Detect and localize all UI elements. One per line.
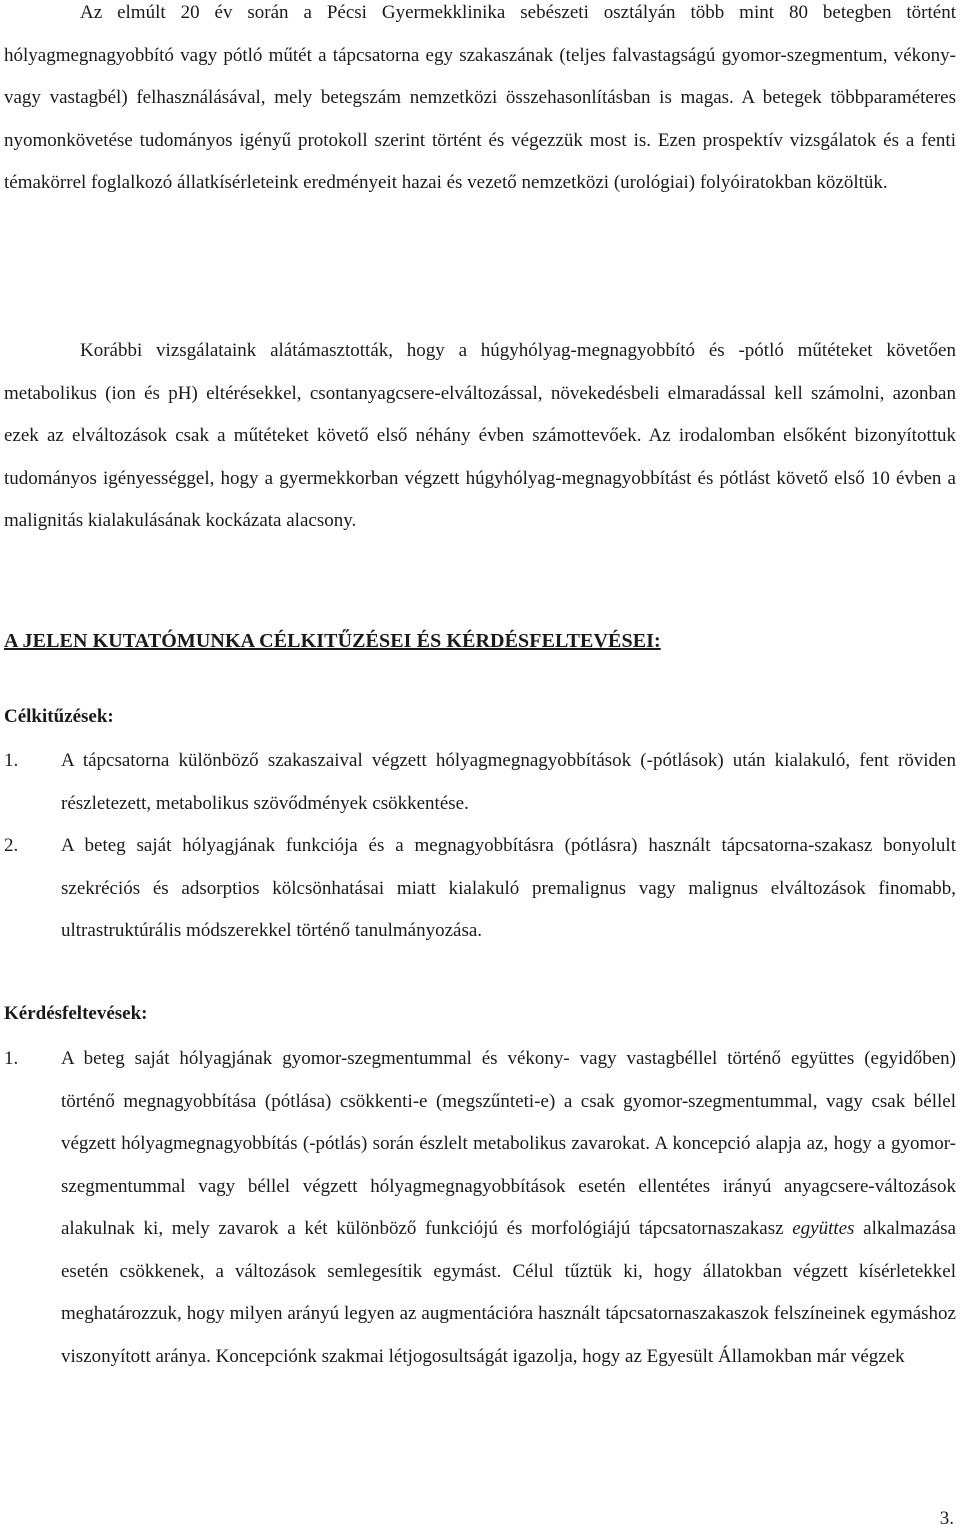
list-item-text: A beteg saját hólyagjának funkciója és a megnagyobbításra (pótlásra) használt tápcsatorna-szakasz bonyolult szekréciós és adsorptios kölcsönhatásai miatt kialakuló premalignus vagy malignus elváltozások finomabb, ultrastruktúrális módszerekkel történő tanulmányozása. [61,835,956,941]
list-item [4,825,956,953]
questions-heading: Kérdésfeltevések: [4,1003,148,1024]
list-item-text-after: alkalmazása esetén csökkenek, a változások semlegesítik egymást. Célul tűztük ki, hogy állatokban végzett kísérletekkel meghatározzuk, hogy milyen arányú legyen az augmentációra használt tápcsatornaszakaszok felszíneinek egymáshoz viszonyított aránya. Koncepciónk szakmai létjogosultságát igazolja, hogy az Egyesült Államokban már végzek [61,1218,956,1367]
list-item-number: 2. [4,835,19,856]
list-item-number: 1. [4,1048,19,1069]
objectives-list [4,740,956,953]
list-item-text: A tápcsatorna különböző szakaszaival végzett hólyagmegnagyobbítások (-pótlások) után kialakuló, fent röviden részletezett, metabolikus szövődmények csökkentése. [61,750,956,814]
page-number: 3. [939,1508,954,1529]
objectives-heading: Célkitűzések: [4,706,114,727]
list-item [4,1038,956,1378]
prior-results-paragraph: Korábbi vizsgálataink alátámasztották, hogy a húgyhólyag-megnagyobbító és -pótló műtéteket követően metabolikus (ion és pH) eltérésekkel, csontanyagcsere-elváltozással, növekedésbeli elmaradással kell számolni, azonban ezek az elváltozások csak a műtéteket követő első néhány évben számottevőek. Az irodalomban elsőként bizonyítottuk tudományos igényességgel, hogy a gyermekkorban végzett húgyhólyag-megnagyobbítást és pótlást követő első 10 évben a malignitás kialakulásának kockázata alacsony. [4,340,956,531]
list-item-emphasis: együttes [792,1218,855,1239]
section-title: A JELEN KUTATÓMUNKA CÉLKITŰZÉSEI ÉS KÉRDÉSFELTEVÉSEI: [4,630,661,652]
list-item-number: 1. [4,750,19,771]
questions-list [4,1038,956,1378]
list-item-text-before: A beteg saját hólyagjának gyomor-szegmentummal és vékony- vagy vastagbéllel történő együttes (egyidőben) történő megnagyobbítása (pótlása) csökkenti-e (megszűnteti-e) a csak gyomor-szegmentummal, vagy csak béllel végzett hólyagmegnagyobbítás (-pótlás) során észlelt metabolikus zavarokat. A koncepció alapja az, hogy a gyomor-szegmentummal vagy béllel végzett hólyagmegnagyobbítások esetén ellentétes irányú anyagcsere-változások alakulnak ki, mely zavarok a két különböző funkciójú és morfológiájú tápcsatornaszakasz [61,1048,956,1239]
list-item [4,740,956,825]
intro-paragraph: Az elmúlt 20 év során a Pécsi Gyermekklinika sebészeti osztályán több mint 80 betegben történt hólyagmegnagyobbító vagy pótló műtét a tápcsatorna egy szakaszának (teljes falvastagságú gyomor-szegmentum, vékony- vagy vastagbél) felhasználásával, mely betegszám nemzetközi összehasonlításban is magas. A betegek többparaméteres nyomonkövetése tudományos igényű protokoll szerint történt és végezzük most is. Ezen prospektív vizsgálatok és a fenti témakörrel foglalkozó állatkísérleteink eredményeit hazai és vezető nemzetközi (urológiai) folyóiratokban közöltük. [4,2,956,193]
